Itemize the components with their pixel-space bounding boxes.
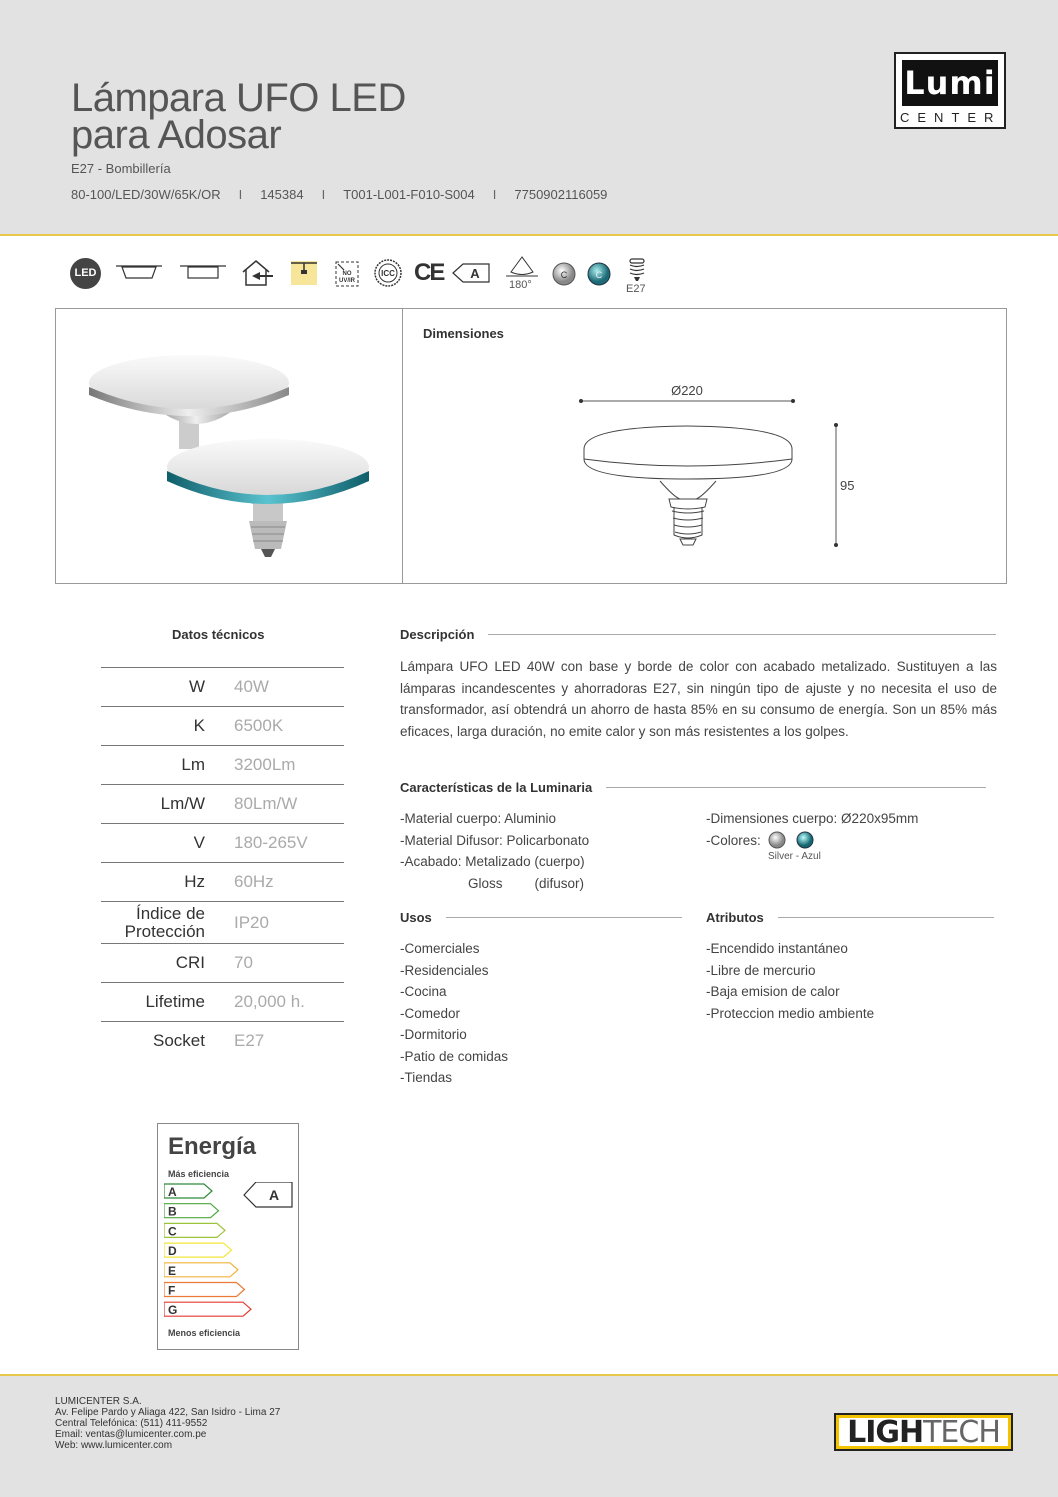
separator: I bbox=[492, 187, 497, 202]
divider bbox=[446, 917, 682, 918]
divider bbox=[488, 634, 996, 635]
energy-class-letter: A bbox=[470, 266, 480, 281]
table-row bbox=[101, 823, 344, 862]
feature-icons bbox=[70, 255, 670, 295]
svg-text:UV/IR: UV/IR bbox=[338, 278, 356, 284]
company-phone: Central Telefónica: (511) 411-9552 bbox=[55, 1418, 208, 1429]
energy-class-label: B bbox=[168, 1204, 177, 1219]
model-code: 80-100/LED/30W/65K/OR bbox=[71, 187, 221, 202]
svg-text:NO: NO bbox=[342, 271, 352, 277]
spec-value: E27 bbox=[234, 1031, 265, 1050]
energy-rating-value: A bbox=[268, 1187, 280, 1203]
atributos-list bbox=[706, 938, 874, 1024]
spec-key: V bbox=[193, 833, 205, 852]
list-item bbox=[400, 873, 589, 895]
features-left-list bbox=[400, 808, 589, 894]
spec-key: K bbox=[193, 716, 205, 735]
list-item: -Tiendas bbox=[400, 1070, 453, 1085]
spec-value: 180-265V bbox=[234, 833, 308, 852]
footer bbox=[0, 1374, 1058, 1497]
usos-title: Usos bbox=[400, 910, 432, 925]
list-item: -Dimensiones cuerpo: Ø220x95mm bbox=[706, 811, 919, 826]
company-name: LUMICENTER S.A. bbox=[55, 1396, 142, 1407]
header bbox=[0, 0, 1058, 236]
list-item: -Patio de comidas bbox=[400, 1048, 509, 1064]
table-row bbox=[101, 706, 344, 745]
title-line-1: Lámpara UFO LED bbox=[71, 76, 406, 120]
features-heading bbox=[400, 780, 986, 795]
energy-class-label: F bbox=[168, 1283, 176, 1298]
energy-class-bar bbox=[164, 1283, 245, 1297]
recessed-fixture-icon bbox=[114, 263, 164, 283]
usos-heading bbox=[400, 910, 682, 925]
spec-key: CRI bbox=[175, 953, 205, 972]
list-item: -Baja emision de calor bbox=[706, 984, 840, 999]
icc-icon bbox=[373, 258, 403, 288]
energy-class-label: A bbox=[168, 1185, 177, 1199]
less-efficiency-label: Menos eficiencia bbox=[168, 1328, 241, 1338]
logo-top: Lumi bbox=[902, 60, 998, 106]
spec-value: IP20 bbox=[234, 912, 269, 932]
spec-value: 20,000 h. bbox=[234, 992, 305, 1011]
beam-angle-label: 180° bbox=[509, 279, 532, 291]
list-item: -Comerciales bbox=[400, 941, 480, 956]
list-item: -Libre de mercurio bbox=[706, 962, 816, 978]
divider bbox=[778, 917, 994, 918]
logo-bottom: CENTER bbox=[900, 110, 1002, 125]
tech-data-table bbox=[101, 667, 344, 1060]
surface-fixture-icon bbox=[178, 263, 228, 283]
energy-class-label: G bbox=[168, 1303, 178, 1318]
energy-scale bbox=[164, 1182, 296, 1326]
separator: I bbox=[238, 187, 243, 202]
colors-caption: Silver - Azul bbox=[768, 851, 821, 862]
spec-key: Lm bbox=[181, 755, 205, 774]
more-efficiency-label: Más eficiencia bbox=[168, 1169, 230, 1179]
product-photo bbox=[81, 339, 381, 579]
dimensions-title: Dimensiones bbox=[423, 326, 504, 341]
svg-text:C: C bbox=[560, 270, 568, 280]
silver-swatch-icon bbox=[769, 832, 785, 848]
table-row bbox=[101, 745, 344, 784]
lumicenter-logo bbox=[894, 52, 1006, 129]
colors-label: -Colores: bbox=[706, 832, 761, 848]
spec-value: 70 bbox=[234, 953, 253, 972]
brand-part-b: TECH bbox=[923, 1415, 1000, 1450]
list-item: -Acabado: Metalizado (cuerpo) bbox=[400, 854, 585, 869]
spec-key: Lifetime bbox=[145, 992, 205, 1011]
list-item: -Comedor bbox=[400, 1005, 461, 1021]
list-item: -Proteccion medio ambiente bbox=[706, 1005, 875, 1021]
company-email: Email: ventas@lumicenter.com.pe bbox=[55, 1429, 207, 1440]
blue-swatch-icon bbox=[797, 832, 813, 848]
features-title: Características de la Luminaria bbox=[400, 780, 593, 795]
description-title: Descripción bbox=[400, 627, 475, 642]
spec-value: 6500K bbox=[234, 716, 284, 735]
item-code: 145384 bbox=[260, 187, 304, 202]
list-item: -Material cuerpo: Aluminio bbox=[400, 811, 557, 826]
height-label: 95 bbox=[840, 478, 855, 493]
svg-text:C: C bbox=[595, 270, 603, 280]
company-address: Av. Felipe Pardo y Aliaga 422, San Isidro - Lima 27 bbox=[55, 1407, 281, 1418]
product-codes bbox=[71, 187, 607, 202]
diameter-label: Ø220 bbox=[671, 383, 703, 398]
list-item: -Residenciales bbox=[400, 962, 489, 978]
energy-title: Energía bbox=[168, 1133, 257, 1160]
energy-class-label: D bbox=[168, 1244, 177, 1259]
company-contact bbox=[55, 1396, 280, 1451]
company-web: Web: www.lumicenter.com bbox=[55, 1440, 173, 1451]
divider bbox=[606, 787, 986, 788]
spec-key: Índice de Protección bbox=[124, 903, 205, 941]
description-text: Lámpara UFO LED 40W con base y borde de color con acabado metalizado. Sustituyen a las lámparas incandescentes y ahorradoras E27, sin ningún tipo de ajuste y no necesita el uso de transformador, así obtendrá un ahorro de hasta 85% en su consumo de energía. Son un 85% más eficaces, larga duración, no emite calor y son más resistentes a los golpes. bbox=[400, 659, 997, 739]
table-row bbox=[101, 901, 344, 943]
table-row bbox=[101, 1021, 344, 1060]
led-icon: LED bbox=[70, 258, 101, 289]
energy-class-icon bbox=[451, 262, 491, 284]
socket-label: E27 bbox=[626, 283, 646, 295]
list-item: -Material Difusor: Policarbonato bbox=[400, 832, 590, 848]
spec-value: 40W bbox=[234, 677, 269, 696]
bulb-socket-icon bbox=[626, 257, 648, 283]
usos-list bbox=[400, 938, 508, 1089]
table-row bbox=[101, 862, 344, 901]
barcode-number: 7750902116059 bbox=[514, 187, 608, 202]
title-line-2: para Adosar bbox=[71, 113, 282, 157]
spec-value: 60Hz bbox=[234, 872, 274, 891]
ce-icon: CE bbox=[414, 259, 444, 286]
spec-key: Lm/W bbox=[160, 794, 205, 813]
atributos-heading bbox=[706, 910, 994, 925]
features-right-list bbox=[706, 808, 918, 863]
beam-angle-icon bbox=[506, 255, 538, 279]
color-swatches bbox=[767, 830, 817, 850]
spec-value: 3200Lm bbox=[234, 755, 296, 774]
list-item bbox=[706, 830, 918, 852]
table-row bbox=[101, 667, 344, 706]
page-title bbox=[71, 76, 406, 157]
energy-label bbox=[157, 1123, 299, 1350]
separator: I bbox=[321, 187, 326, 202]
table-row bbox=[101, 943, 344, 982]
dimensions-drawing bbox=[556, 369, 856, 569]
tech-data-title: Datos técnicos bbox=[172, 627, 265, 642]
energy-class-label: C bbox=[168, 1224, 177, 1239]
finish-gloss: Gloss bbox=[468, 875, 503, 891]
table-row bbox=[101, 784, 344, 823]
brand-part-a: LIGH bbox=[847, 1415, 924, 1450]
svg-text:ICC: ICC bbox=[381, 269, 395, 278]
lightech-logo bbox=[834, 1413, 1013, 1451]
lightech-logo-text bbox=[839, 1415, 1008, 1450]
table-row bbox=[101, 982, 344, 1021]
category-code: T001-L001-F010-S004 bbox=[343, 187, 475, 202]
list-item: -Encendido instantáneo bbox=[706, 941, 848, 956]
atributos-title: Atributos bbox=[706, 910, 764, 925]
blue-color-icon bbox=[586, 261, 612, 287]
indoor-use-icon bbox=[240, 258, 276, 288]
box-divider bbox=[402, 309, 403, 583]
list-item: -Cocina bbox=[400, 984, 447, 999]
no-uv-ir-icon bbox=[332, 258, 362, 290]
spec-key: W bbox=[188, 677, 205, 696]
list-item: -Dormitorio bbox=[400, 1027, 467, 1042]
spec-key: Hz bbox=[184, 872, 205, 891]
finish-difusor: (difusor) bbox=[534, 875, 585, 891]
spec-value: 80Lm/W bbox=[234, 794, 298, 813]
description-heading bbox=[400, 627, 996, 642]
subtitle: E27 - Bombillería bbox=[71, 161, 171, 176]
spec-key: Socket bbox=[153, 1031, 205, 1050]
energy-class-label: E bbox=[168, 1263, 177, 1278]
silver-color-icon bbox=[551, 261, 577, 287]
product-image-box bbox=[55, 308, 1007, 584]
ceiling-mount-icon bbox=[290, 260, 318, 286]
